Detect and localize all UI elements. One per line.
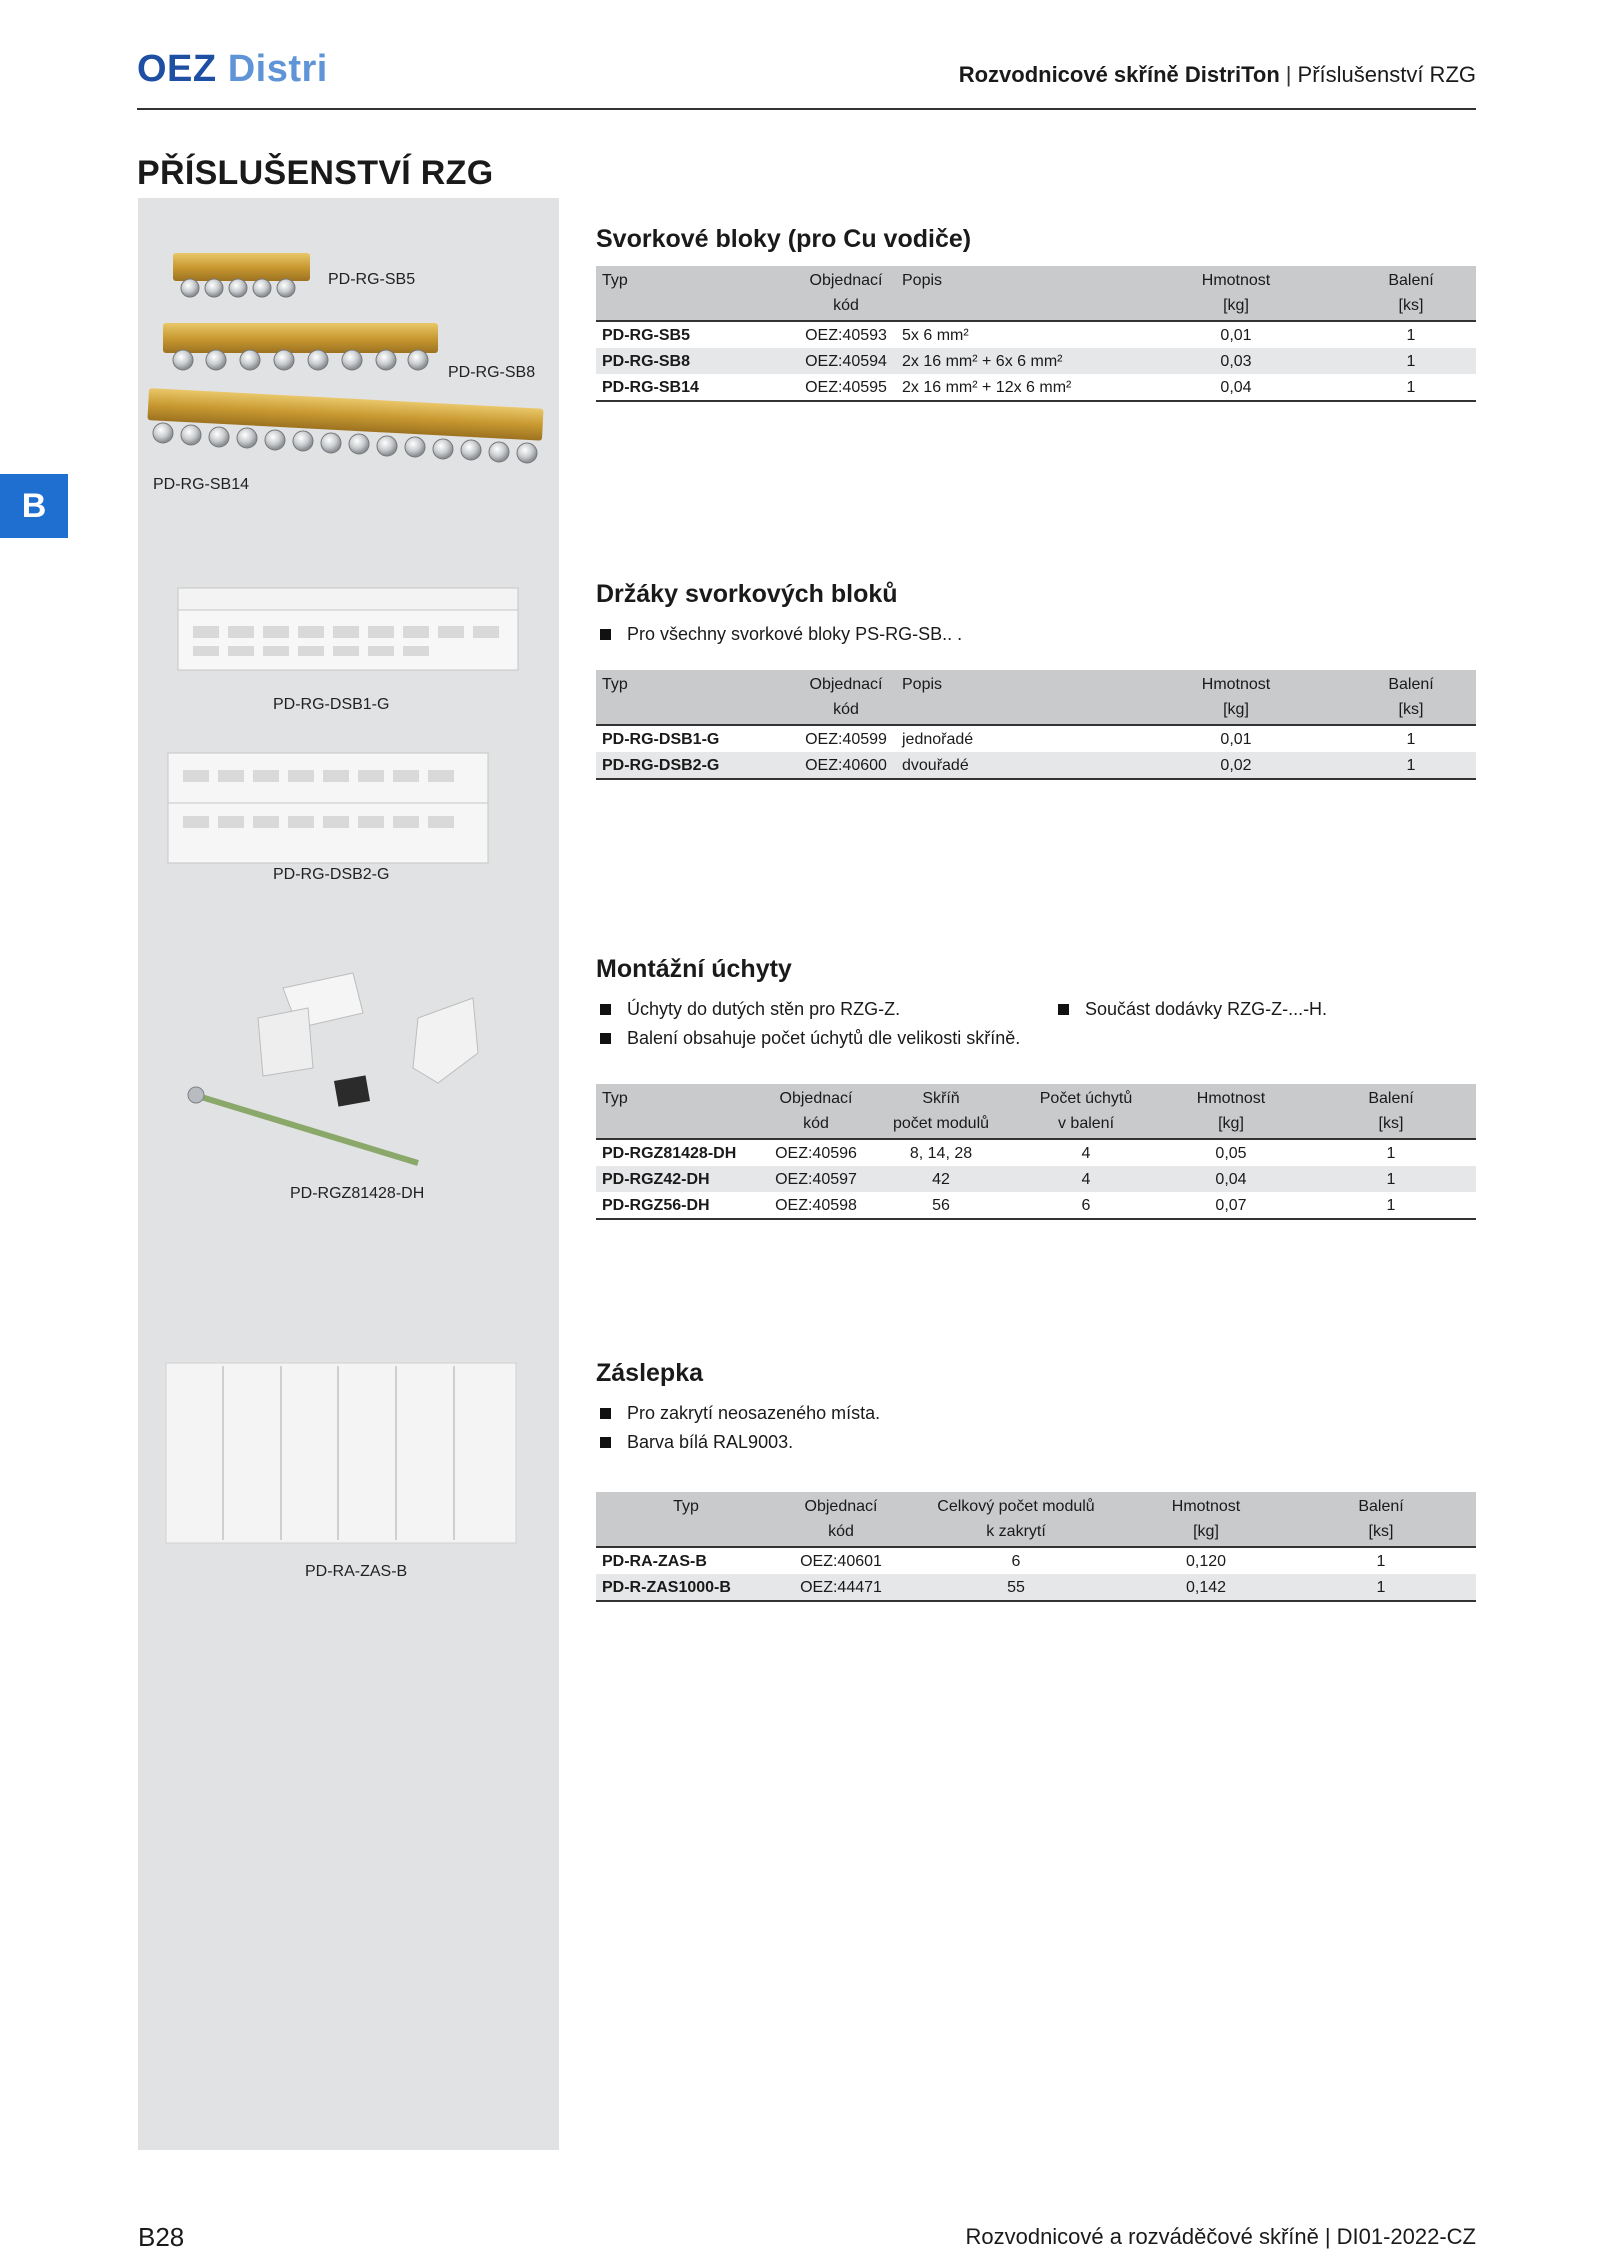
table-row: PD-RG-SB14 OEZ:40595 2x 16 mm² + 12x 6 mm² 0,04 1 <box>596 374 1476 401</box>
footer-separator: | <box>1324 2224 1331 2249</box>
col-baleni: Balení [ks] <box>1286 1492 1476 1547</box>
col-hmotnost: Hmotnost [kg] <box>1126 670 1346 725</box>
image-label-dsb1: PD-RG-DSB1-G <box>273 696 390 713</box>
header-separator: | <box>1285 62 1292 87</box>
chapter-tab: B <box>0 474 68 538</box>
brand-logo <box>137 48 328 91</box>
mounting-bullet-2: Balení obsahuje počet úchytů dle velikosti skříně. <box>600 1028 1020 1049</box>
col-popis: Popis <box>896 670 1126 725</box>
cover-bullet-2: Barva bílá RAL9003. <box>600 1432 793 1453</box>
col-objednaci-kod: Objednací kód <box>766 1084 866 1139</box>
col-baleni: Balení [ks] <box>1306 1084 1476 1139</box>
section-title-mounting-clips: Montážní úchyty <box>596 955 792 983</box>
mounting-clips-table <box>596 1084 1476 1220</box>
header-category: Příslušenství RZG <box>1297 62 1476 87</box>
section-title-terminal-blocks: Svorkové bloky (pro Cu vodiče) <box>596 225 972 253</box>
bullet-square-icon <box>1058 1004 1069 1015</box>
col-objednaci-kod: Objednací kód <box>796 670 896 725</box>
blank-cover-table <box>596 1492 1476 1602</box>
holders-table <box>596 670 1476 780</box>
bullet-square-icon <box>600 1408 611 1419</box>
section-title-blank-cover: Záslepka <box>596 1359 704 1387</box>
blank-cover-illustration <box>138 1358 559 1558</box>
holder-dsb2 <box>168 753 488 863</box>
bullet-square-icon <box>600 1437 611 1448</box>
table-header-row <box>596 670 1476 725</box>
table-row: PD-R-ZAS1000-B OEZ:44471 55 0,142 1 <box>596 1574 1476 1601</box>
holder-dsb1 <box>178 588 518 670</box>
mounting-clips-illustration <box>138 958 559 1188</box>
table-header-row <box>596 1492 1476 1547</box>
table-row: PD-RG-SB5 OEZ:40593 5x 6 mm² 0,01 1 <box>602 326 1416 344</box>
page-number: B28 <box>138 2222 185 2252</box>
col-objednaci-kod: Objednací kód <box>796 266 896 321</box>
table-row: PD-RGZ81428-DH OEZ:40596 8, 14, 28 4 0,05 1 <box>602 1144 1396 1162</box>
col-typ: Typ <box>596 670 796 725</box>
mounting-bullet-3: Součást dodávky RZG-Z-...-H. <box>1058 999 1327 1020</box>
image-label-sb8: PD-RG-SB8 <box>448 364 536 381</box>
col-hmotnost: Hmotnost [kg] <box>1126 266 1346 321</box>
bullet-square-icon <box>600 1004 611 1015</box>
product-image-column <box>138 198 559 2150</box>
page-title: PŘÍSLUŠENSTVÍ RZG <box>137 154 494 192</box>
col-hmotnost: Hmotnost [kg] <box>1156 1084 1306 1139</box>
clip-bracket <box>258 973 363 1076</box>
col-typ: Typ <box>596 1492 776 1547</box>
image-label-sb14: PD-RG-SB14 <box>153 476 250 493</box>
terminal-block-sb8 <box>163 323 438 370</box>
table-row: PD-RGZ56-DH OEZ:40598 56 6 0,07 1 <box>596 1192 1476 1219</box>
cover-bullet-1: Pro zakrytí neosazeného místa. <box>600 1403 880 1424</box>
table-row: PD-RGZ42-DH OEZ:40597 42 4 0,04 1 <box>596 1166 1476 1192</box>
table-row: PD-RG-DSB2-G OEZ:40600 dvouřadé 0,02 1 <box>596 752 1476 779</box>
terminal-block-sb5 <box>173 253 310 297</box>
footer-doc-title: Rozvodnicové a rozváděčové skříně <box>965 2224 1319 2249</box>
table-row: PD-RG-DSB1-G OEZ:40599 jednořadé 0,01 1 <box>602 730 1416 748</box>
col-typ: Typ <box>596 1084 766 1139</box>
terminal-blocks-table <box>596 266 1476 402</box>
col-baleni: Balení [ks] <box>1346 670 1476 725</box>
col-celkovy-pocet: Celkový počet modulů k zakrytí <box>906 1492 1126 1547</box>
col-objednaci-kod: Objednací kód <box>776 1492 906 1547</box>
bullet-square-icon <box>600 629 611 640</box>
header-rule <box>137 108 1476 110</box>
col-pocet-uchytu: Počet úchytů v balení <box>1016 1084 1156 1139</box>
clip-screw <box>188 1087 418 1163</box>
table-row: PD-RA-ZAS-B OEZ:40601 6 0,120 1 <box>602 1552 1386 1570</box>
image-label-sb5: PD-RG-SB5 <box>328 271 416 288</box>
col-baleni: Balení [ks] <box>1346 266 1476 321</box>
mounting-bullet-1: Úchyty do dutých stěn pro RZG-Z. <box>600 999 900 1020</box>
section-title-holders: Držáky svorkových bloků <box>596 580 898 608</box>
col-skrin: Skříň počet modulů <box>866 1084 1016 1139</box>
col-typ: Typ <box>596 266 796 321</box>
terminal-block-sb14 <box>147 388 543 463</box>
header-breadcrumb <box>959 62 1476 88</box>
clip-nut <box>334 1075 370 1106</box>
image-label-dsb2: PD-RG-DSB2-G <box>273 866 390 883</box>
footer-document-info <box>965 2224 1476 2250</box>
logo-sub: Distri <box>227 48 328 90</box>
header-product-line: Rozvodnicové skříně DistriTon <box>958 62 1280 87</box>
table-row: PD-RG-SB8 OEZ:40594 2x 16 mm² + 6x 6 mm² 0,03 1 <box>596 348 1476 374</box>
col-popis: Popis <box>896 266 1126 321</box>
blank-cover-panel <box>166 1363 516 1543</box>
holders-bullet: Pro všechny svorkové bloky PS-RG-SB.. . <box>600 624 962 645</box>
image-label-rgz: PD-RGZ81428-DH <box>290 1185 425 1202</box>
image-label-zas: PD-RA-ZAS-B <box>305 1563 408 1580</box>
logo-main: OEZ <box>137 48 217 90</box>
col-hmotnost: Hmotnost [kg] <box>1126 1492 1286 1547</box>
bullet-square-icon <box>600 1033 611 1044</box>
table-header-row <box>596 266 1476 321</box>
footer-doc-code: DI01-2022-CZ <box>1336 2224 1476 2249</box>
clip-wedge <box>413 998 478 1083</box>
table-header-row <box>596 1084 1476 1139</box>
